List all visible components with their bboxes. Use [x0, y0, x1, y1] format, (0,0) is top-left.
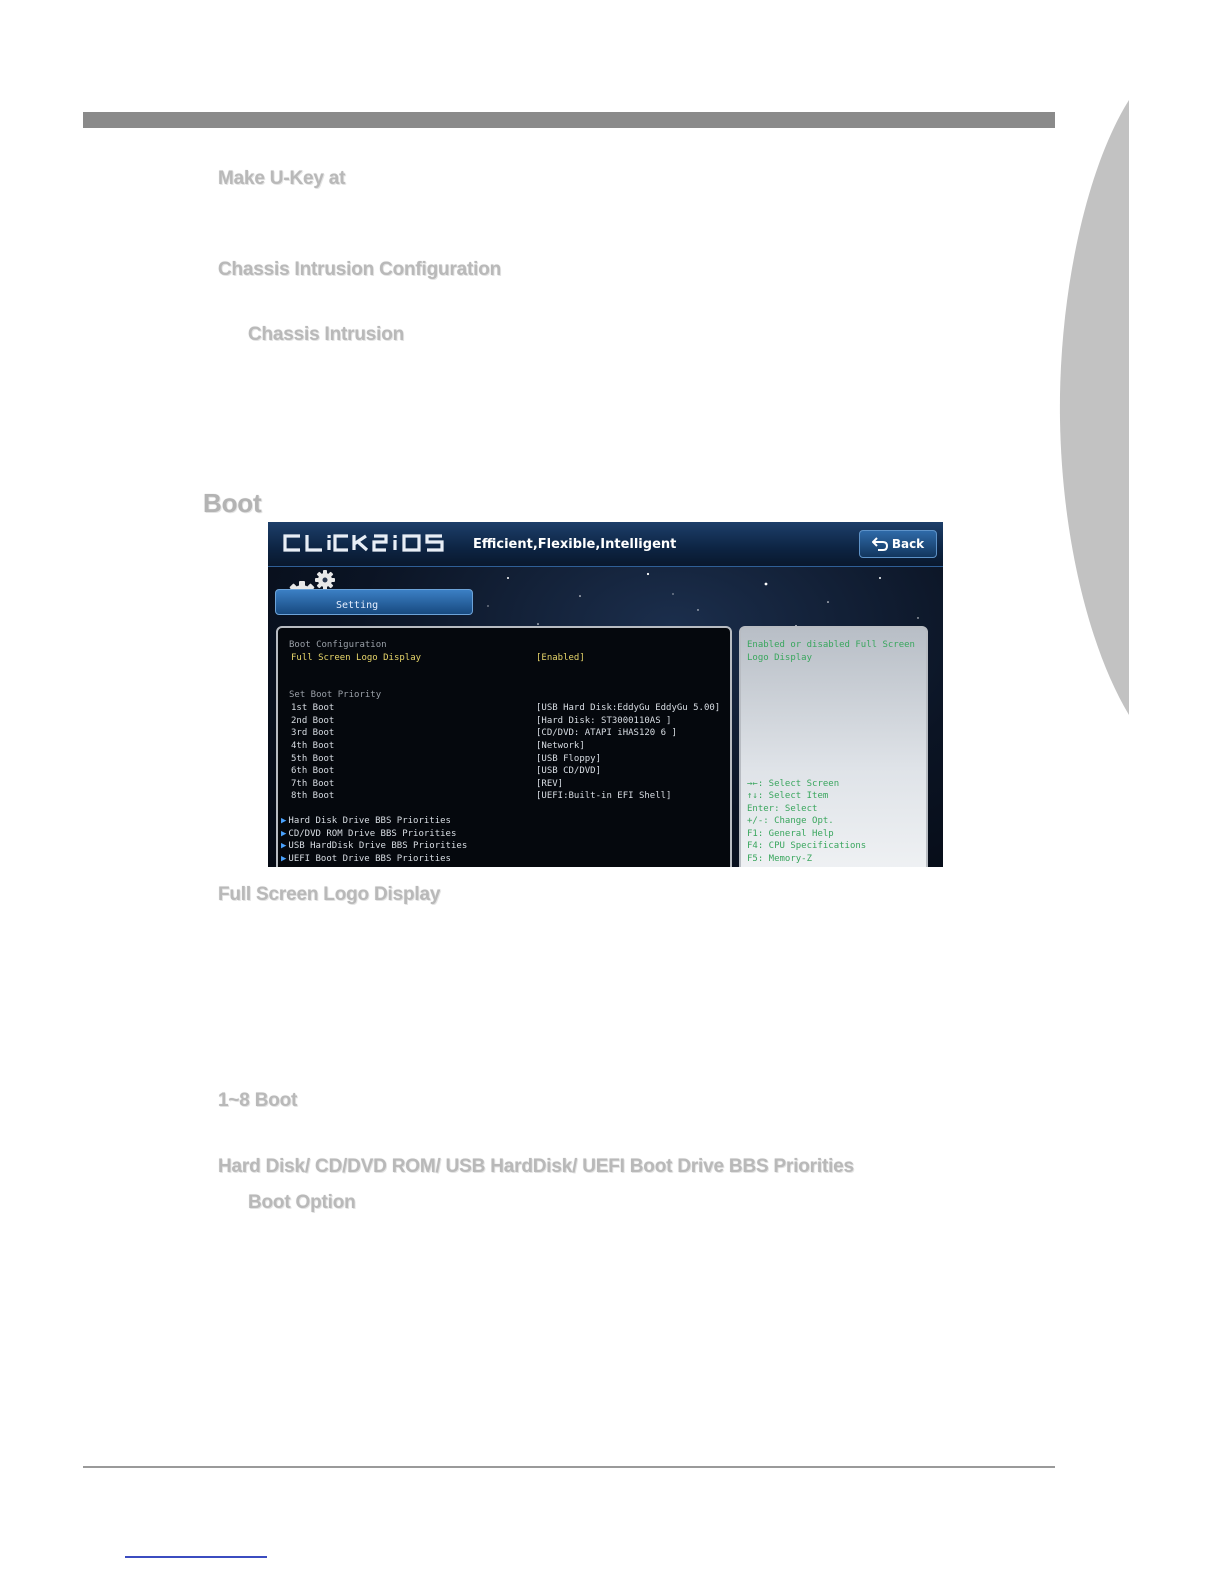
submenu-label: Hard Disk Drive BBS Priorities	[288, 816, 451, 826]
help-text: Logo Display	[747, 653, 813, 663]
back-button-label: Back	[891, 537, 925, 551]
submenu-arrow-icon: ▶	[281, 829, 287, 839]
heading-bbs-priorities: Hard Disk/ CD/DVD ROM/ USB HardDisk/ UEFI Boot Drive BBS Priorities	[218, 1156, 854, 1177]
key-hint: Enter: Select	[747, 804, 818, 814]
key-hint: F1: General Help	[747, 829, 834, 839]
boot-item-label[interactable]: 2nd Boot	[291, 716, 335, 726]
submenu-arrow-icon: ▶	[281, 841, 287, 851]
submenu-label: USB HardDisk Drive BBS Priorities	[288, 841, 468, 851]
help-text: Enabled or disabled Full Screen	[747, 640, 915, 650]
boot-item-value[interactable]: [USB CD/DVD]	[536, 766, 602, 776]
boot-item-label[interactable]: 5th Boot	[291, 754, 335, 764]
boot-configuration-label: Boot Configuration	[289, 640, 387, 650]
submenu-uefi-boot-bbs[interactable]	[281, 854, 451, 865]
heading-full-screen-logo: Full Screen Logo Display	[218, 884, 441, 905]
top-header-bar	[83, 112, 1055, 128]
key-hint: F5: Memory-Z	[747, 854, 813, 864]
heading-chassis-config: Chassis Intrusion Configuration	[218, 259, 502, 280]
boot-item-label[interactable]: 4th Boot	[291, 741, 335, 751]
tab-setting[interactable]	[275, 589, 473, 615]
boot-item-label[interactable]: 7th Boot	[291, 779, 335, 789]
submenu-arrow-icon: ▶	[281, 854, 287, 864]
back-arrow-icon	[872, 537, 888, 551]
bios-header	[268, 522, 943, 567]
set-boot-priority-label: Set Boot Priority	[289, 690, 382, 700]
bios-tagline: Efficient,Flexible,Intelligent	[473, 537, 677, 552]
boot-item-label[interactable]: 8th Boot	[291, 791, 335, 801]
section-title-boot: Boot	[203, 488, 262, 518]
heading-make-ukey: Make U-Key at	[218, 168, 346, 189]
boot-item-value[interactable]: [REV]	[536, 779, 564, 789]
help-panel	[739, 626, 928, 867]
heading-chassis-intrusion: Chassis Intrusion	[248, 324, 405, 345]
boot-item-value[interactable]: [Hard Disk: ST3000110AS ]	[536, 716, 672, 726]
tab-setting-label: Setting	[336, 600, 379, 611]
boot-item-label[interactable]: 3rd Boot	[291, 728, 335, 738]
submenu-label: UEFI Boot Drive BBS Priorities	[288, 854, 451, 864]
submenu-usb-harddisk-bbs[interactable]	[281, 841, 467, 852]
key-hint: +/-: Change Opt.	[747, 816, 834, 826]
bios-screenshot	[268, 522, 943, 867]
submenu-label: CD/DVD ROM Drive BBS Priorities	[288, 829, 457, 839]
key-hint: →←: Select Screen	[747, 779, 840, 789]
boot-item-value[interactable]: [UEFI:Built-in EFI Shell]	[536, 791, 672, 801]
key-hint: F4: CPU Specifications	[747, 841, 867, 851]
clickbios-logo	[282, 534, 468, 552]
boot-item-value[interactable]: [CD/DVD: ATAPI iHAS120 6 ]	[536, 728, 677, 738]
boot-item-value[interactable]: [Network]	[536, 741, 585, 751]
boot-options-panel	[276, 626, 732, 867]
submenu-hard-disk-bbs[interactable]	[281, 816, 451, 827]
boot-item-label[interactable]: 6th Boot	[291, 766, 335, 776]
boot-item-value[interactable]: [USB Hard Disk:EddyGu EddyGu 5.00]	[536, 703, 721, 713]
heading-boot-option: Boot Option	[248, 1192, 356, 1213]
heading-boot-order: 1~8 Boot	[218, 1090, 298, 1111]
submenu-cd-dvd-bbs[interactable]	[281, 829, 456, 840]
full-screen-logo-value[interactable]: [Enabled]	[536, 653, 585, 663]
footer-link-underline[interactable]	[125, 1556, 267, 1558]
boot-item-label[interactable]: 1st Boot	[291, 703, 335, 713]
boot-item-value[interactable]: [USB Floppy]	[536, 754, 602, 764]
footer-rule	[83, 1466, 1055, 1468]
submenu-arrow-icon: ▶	[281, 816, 287, 826]
back-button[interactable]	[859, 530, 937, 558]
key-hint: ↑↓: Select Item	[747, 791, 829, 801]
full-screen-logo-option[interactable]: Full Screen Logo Display	[291, 653, 422, 663]
